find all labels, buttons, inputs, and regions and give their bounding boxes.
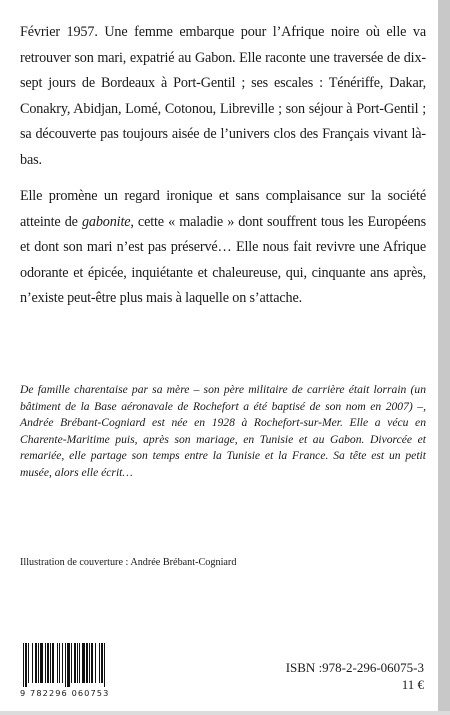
summary-paragraph-2 (20, 184, 426, 312)
barcode-bar (59, 643, 60, 683)
gabonite-term: gabonite (81, 213, 131, 230)
barcode-bar (71, 643, 72, 683)
barcode-bar (65, 643, 66, 687)
barcode-bar (74, 643, 76, 683)
barcode-bar (25, 643, 27, 687)
summary-paragraph-1: Février 1957. Une femme embarque pour l’Afrique noire où elle va retrouver son mari, expatrié au Gabon. Elle raconte une traversée de dix-sept jours de Bordeaux à Port-Gentil ; ses escales : Ténériffe, Dakar, Conakry, Abidjan, Lomé, Cotonou, Libreville ; son séjour à Port-Gentil ; sa découverte pas toujours aisée de l’univers clos des Français vivant là-bas. (20, 24, 426, 168)
barcode-bar (35, 643, 37, 683)
barcode-bar (82, 643, 85, 683)
barcode-bar (101, 643, 103, 683)
barcode-bar (38, 643, 39, 683)
barcode-bar (40, 643, 43, 683)
cover-edge-strip (438, 0, 450, 715)
barcode-bar (67, 643, 70, 687)
summary-paragraph-2-end: , cette « maladie » dont souffrent tous les Européens et dont son mari n’est pas préservé… Elle nous fait revivre une Afrique odorante et épicée, inquiétante et chaleureuse, qui, cinquante ans après, n’existe peut-être plus mais à laquelle on s’attache. (20, 213, 426, 306)
barcode-bar (50, 643, 51, 683)
summary-paragraph-2-start: Elle promène un regard ironique et sans complaisance sur la société atteinte de (20, 188, 426, 230)
price: 11 € (401, 677, 424, 692)
barcode-bar (32, 643, 33, 683)
barcode-bar (79, 643, 80, 683)
barcode-bar (45, 643, 46, 683)
isbn-number: ISBN :978-2-296-06075-3 (285, 660, 424, 675)
barcode-bar (23, 643, 24, 687)
barcode-bar (77, 643, 78, 683)
isbn-barcode (20, 643, 130, 701)
cover-bottom-edge (0, 711, 450, 715)
barcode-bar (47, 643, 49, 683)
author-biography: De famille charentaise par sa mère – son père militaire de carrière était lorrain (un bâtiment de la Base aéronavale de Rochefort a été baptisé de son nom en 2007) –, Andrée Brébant-Cogniard est née en 1928 à Rochefort-sur-Mer. Elle a vécu en Charente-Maritime puis, après son mariage, en Tunisie et au Gabon. Divorcée et remariée, elle partage son temps entre la Tunisie et la France. Sa tête est un petit musée, alors elle écrit… (20, 383, 426, 479)
barcode-bar (57, 643, 58, 683)
barcode-bar (62, 643, 63, 683)
barcode-bar (104, 643, 105, 687)
cover-illustration-credit: Illustration de couverture : Andrée Brébant-Cogniard (20, 557, 237, 568)
barcode-bar (28, 643, 29, 683)
barcode-bar (95, 643, 96, 683)
back-cover-summary (20, 20, 426, 323)
barcode-bar (99, 643, 100, 683)
barcode-bar (52, 643, 54, 683)
barcode-digits: 9 782296 060753 (20, 688, 110, 698)
barcode-bars (20, 643, 130, 687)
barcode-bar (89, 643, 90, 683)
barcode-bar (91, 643, 93, 683)
barcode-bar (86, 643, 88, 683)
